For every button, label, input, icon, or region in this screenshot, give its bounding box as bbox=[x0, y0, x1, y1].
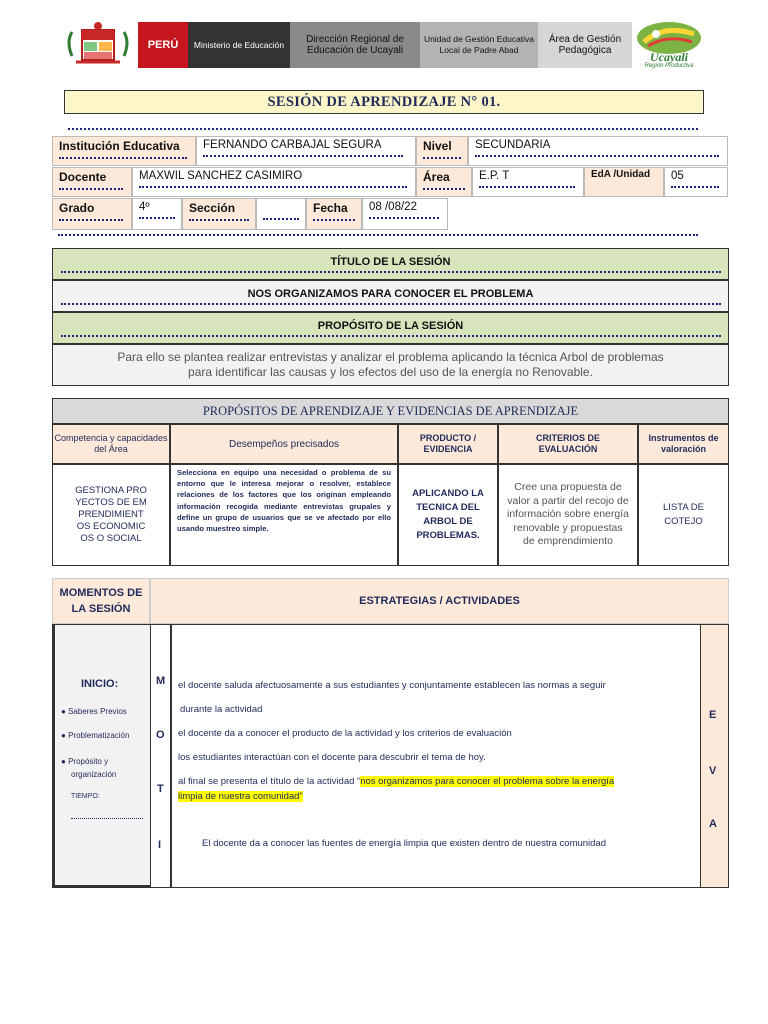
col-momentos bbox=[52, 578, 150, 624]
area-value-cell bbox=[472, 167, 584, 197]
moti-letter: I bbox=[158, 839, 162, 851]
activity-line: El docente da a conocer las fuentes de energía limpia que existen dentro de nuestra comunidad bbox=[202, 838, 607, 849]
list-item: ● Problematización bbox=[61, 731, 130, 740]
fecha-value: 08 /08/22 bbox=[369, 201, 417, 213]
list-item: ● Saberes Previos bbox=[61, 707, 127, 716]
titulo-sesion-value: NOS ORGANIZAMOS PARA CONOCER EL PROBLEMA bbox=[247, 287, 534, 300]
col-estrategias bbox=[150, 578, 729, 624]
ucayali-logo bbox=[634, 20, 704, 70]
inicio-label: INICIO: bbox=[81, 678, 119, 690]
eva-column bbox=[701, 625, 728, 887]
grado-value: 4º bbox=[139, 201, 150, 213]
activity-line: el docente saluda afectuosamente a sus estudiantes y conjuntamente establecen las normas a seguir bbox=[178, 680, 606, 691]
page-title: SESIÓN DE APRENDIZAJE N° 01. bbox=[64, 90, 704, 114]
eda-label: EdA /Unidad bbox=[591, 169, 651, 180]
col-instrumentos: Instrumentos de valoración bbox=[638, 424, 729, 464]
activity-line: los estudiantes interactúan con el docente para descubrir el tema de hoy. bbox=[178, 752, 486, 763]
area-label: Área bbox=[423, 170, 450, 184]
fecha-label-cell bbox=[306, 198, 362, 230]
eda-label-cell bbox=[584, 167, 664, 197]
direccion-label: Dirección Regional de Educación de Ucayali bbox=[290, 22, 420, 68]
bullet-list bbox=[61, 707, 149, 781]
col-competencia: Competencia y capacidades del Área bbox=[52, 424, 170, 464]
fecha-label: Fecha bbox=[313, 201, 348, 215]
instrumentos-cell bbox=[638, 464, 729, 566]
fecha-value-cell bbox=[362, 198, 448, 230]
titulo-sesion-label: TÍTULO DE LA SESIÓN bbox=[330, 255, 451, 268]
col-criterios: CRITERIOS DE EVALUACIÓN bbox=[498, 424, 638, 464]
eda-value: 05 bbox=[671, 170, 684, 182]
logo-text: Ucayali bbox=[650, 50, 688, 64]
producto-value: APLICANDO LA TECNICA DEL ARBOL DE PROBLEMAS. bbox=[412, 488, 484, 541]
nivel-value: SECUNDARIA bbox=[475, 139, 551, 151]
list-item: ● Propósito y organización bbox=[61, 757, 117, 779]
tiempo-label: TIEMPO: bbox=[71, 793, 100, 800]
area-value: E.P. T bbox=[479, 170, 510, 182]
ministerio-label: Ministerio de Educación bbox=[188, 22, 290, 68]
titulo-sesion-header bbox=[52, 248, 729, 280]
desempeno-value: Selecciona en equipo una necesidad o problema de su entorno que le interesa mejorar o resolver, establece relaciones de los factores que los originan empleando información recogida mediante entrevistas grupales y define un grupo de usuarios que se ve afectado por ello usando muestreo simple. bbox=[177, 468, 391, 534]
area-gestion-label: Área de Gestión Pedagógica bbox=[538, 22, 632, 68]
col-producto: PRODUCTO / EVIDENCIA bbox=[398, 424, 498, 464]
nivel-label: Nivel bbox=[423, 139, 452, 153]
instrumentos-value: LISTA DE COTEJO bbox=[662, 502, 704, 527]
seccion-value-cell bbox=[256, 198, 306, 230]
seccion-value bbox=[263, 201, 299, 214]
area-label-cell bbox=[416, 167, 472, 197]
docente-value: MAXWIL SANCHEZ CASIMIRO bbox=[139, 170, 303, 182]
coat-of-arms-icon bbox=[62, 20, 134, 68]
tiempo-dots bbox=[71, 818, 143, 819]
logo-subtext: Región Productiva bbox=[644, 63, 694, 69]
purposes-heading: PROPÓSITOS DE APRENDIZAJE Y EVIDENCIAS DE APRENDIZAJE bbox=[52, 398, 729, 424]
docente-label-cell bbox=[52, 167, 132, 197]
proposito-sesion-value-cell bbox=[52, 344, 729, 386]
institucion-label: Institución Educativa bbox=[59, 139, 180, 153]
eda-value-cell bbox=[664, 167, 728, 197]
nivel-value-cell bbox=[468, 136, 728, 166]
ugel-label: Unidad de Gestión Educativa Local de Padre Abad bbox=[420, 22, 538, 68]
divider bbox=[58, 234, 698, 236]
seccion-label: Sección bbox=[189, 201, 236, 215]
col-estrategias-label: ESTRATEGIAS / ACTIVIDADES bbox=[359, 595, 520, 607]
peru-label: PERÚ bbox=[138, 22, 188, 68]
institucion-label-cell bbox=[52, 136, 196, 166]
grado-label-cell bbox=[52, 198, 132, 230]
proposito-sesion-value: Para ello se plantea realizar entrevistas y analizar el problema aplicando la técnica Arbol de problemas para identificar las causas y los efectos del uso de la energía no Renovable. bbox=[117, 350, 664, 379]
moti-letter: M bbox=[156, 675, 166, 687]
col-desempenos: Desempeños precisados bbox=[170, 424, 398, 464]
nivel-label-cell bbox=[416, 136, 468, 166]
eva-letter: A bbox=[709, 818, 717, 830]
criterios-value: Cree una propuesta de valor a partir del recojo de información sobre energía renovable y propuestas de emprendimiento bbox=[507, 481, 629, 548]
desempeno-cell bbox=[170, 464, 398, 566]
col-momentos-label: MOMENTOS DE LA SESIÓN bbox=[59, 587, 143, 615]
docente-label: Docente bbox=[59, 170, 107, 184]
moti-column bbox=[151, 625, 171, 887]
proposito-sesion-header bbox=[52, 312, 729, 344]
producto-cell bbox=[398, 464, 498, 566]
activity-line-highlighted: limpia de nuestra comunidad” bbox=[178, 791, 303, 802]
titulo-sesion-value-cell bbox=[52, 280, 729, 312]
activity-line-highlighted: al final se presenta el título de la actividad “nos organizamos para conocer el problema sobre la energía bbox=[178, 776, 615, 787]
header-banner bbox=[52, 20, 732, 70]
eva-letter: E bbox=[709, 709, 717, 721]
institucion-value-cell bbox=[196, 136, 416, 166]
docente-value-cell bbox=[132, 167, 416, 197]
grado-label: Grado bbox=[59, 201, 95, 215]
moti-letter: O bbox=[156, 729, 165, 741]
competencia-value: GESTIONA PROYECTOS DE EMPRENDIMIENTOS ECONOMICOS O SOCIAL bbox=[75, 485, 147, 544]
divider bbox=[68, 128, 698, 130]
proposito-sesion-label: PROPÓSITO DE LA SESIÓN bbox=[317, 319, 464, 332]
activity-line: durante la actividad bbox=[180, 704, 263, 715]
competencia-cell bbox=[52, 464, 170, 566]
grado-value-cell bbox=[132, 198, 182, 230]
activity-line: el docente da a conocer el producto de la actividad y los criterios de evaluación bbox=[178, 728, 512, 739]
moti-letter: T bbox=[157, 783, 164, 795]
institucion-value: FERNANDO CARBAJAL SEGURA bbox=[203, 139, 382, 151]
criterios-cell bbox=[498, 464, 638, 566]
eva-letter: V bbox=[709, 765, 717, 777]
seccion-label-cell bbox=[182, 198, 256, 230]
inicio-column bbox=[53, 625, 151, 887]
